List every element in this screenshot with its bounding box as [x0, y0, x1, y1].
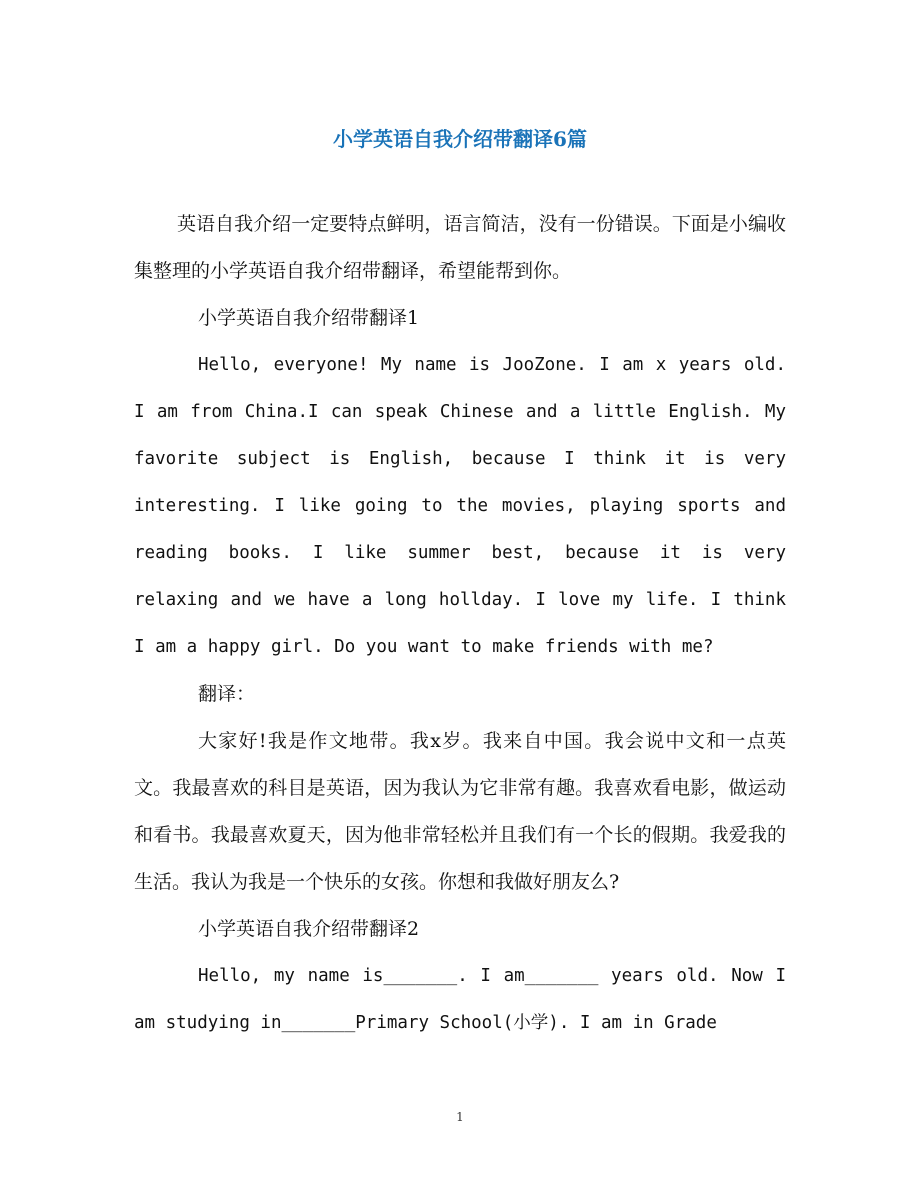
section-heading-2: 小学英语自我介绍带翻译2 — [198, 918, 420, 940]
document-body — [134, 201, 786, 1047]
document-title: 小学英语自我介绍带翻译6篇 — [333, 127, 587, 151]
section-heading-1: 小学英语自我介绍带翻译1 — [198, 307, 420, 329]
page-number: 1 — [456, 1110, 464, 1124]
english-paragraph-2: Hello, my name is_______. I am_______ years old. Now I am studying in_______Primary School(小学). I am in Grade — [134, 966, 786, 1033]
intro-paragraph: 英语自我介绍一定要特点鲜明，语言简洁，没有一份错误。下面是小编收集整理的小学英语自我介绍带翻译，希望能帮到你。 — [134, 213, 786, 282]
translation-paragraph-1: 大家好!我是作文地带。我x岁。我来自中国。我会说中文和一点英文。我最喜欢的科目是英语，因为我认为它非常有趣。我喜欢看电影，做运动和看书。我最喜欢夏天，因为他非常轻松并且我们有一个长的假期。我爱我的生活。我认为我是一个快乐的女孩。你想和我做好朋友么? — [134, 730, 786, 893]
translation-label: 翻译： — [198, 683, 256, 705]
english-paragraph-1: Hello, everyone! My name is JooZone. I am x years old. I am from China.I can speak Chinese and a little English. My favorite subject is English, because I think it is very interesting. I like going to the movies, playing sports and reading books. I like summer best, because it is very relaxing and we have a long hollday. I love my life. I think I am a happy girl. Do you want to make friends with me? — [134, 355, 786, 657]
